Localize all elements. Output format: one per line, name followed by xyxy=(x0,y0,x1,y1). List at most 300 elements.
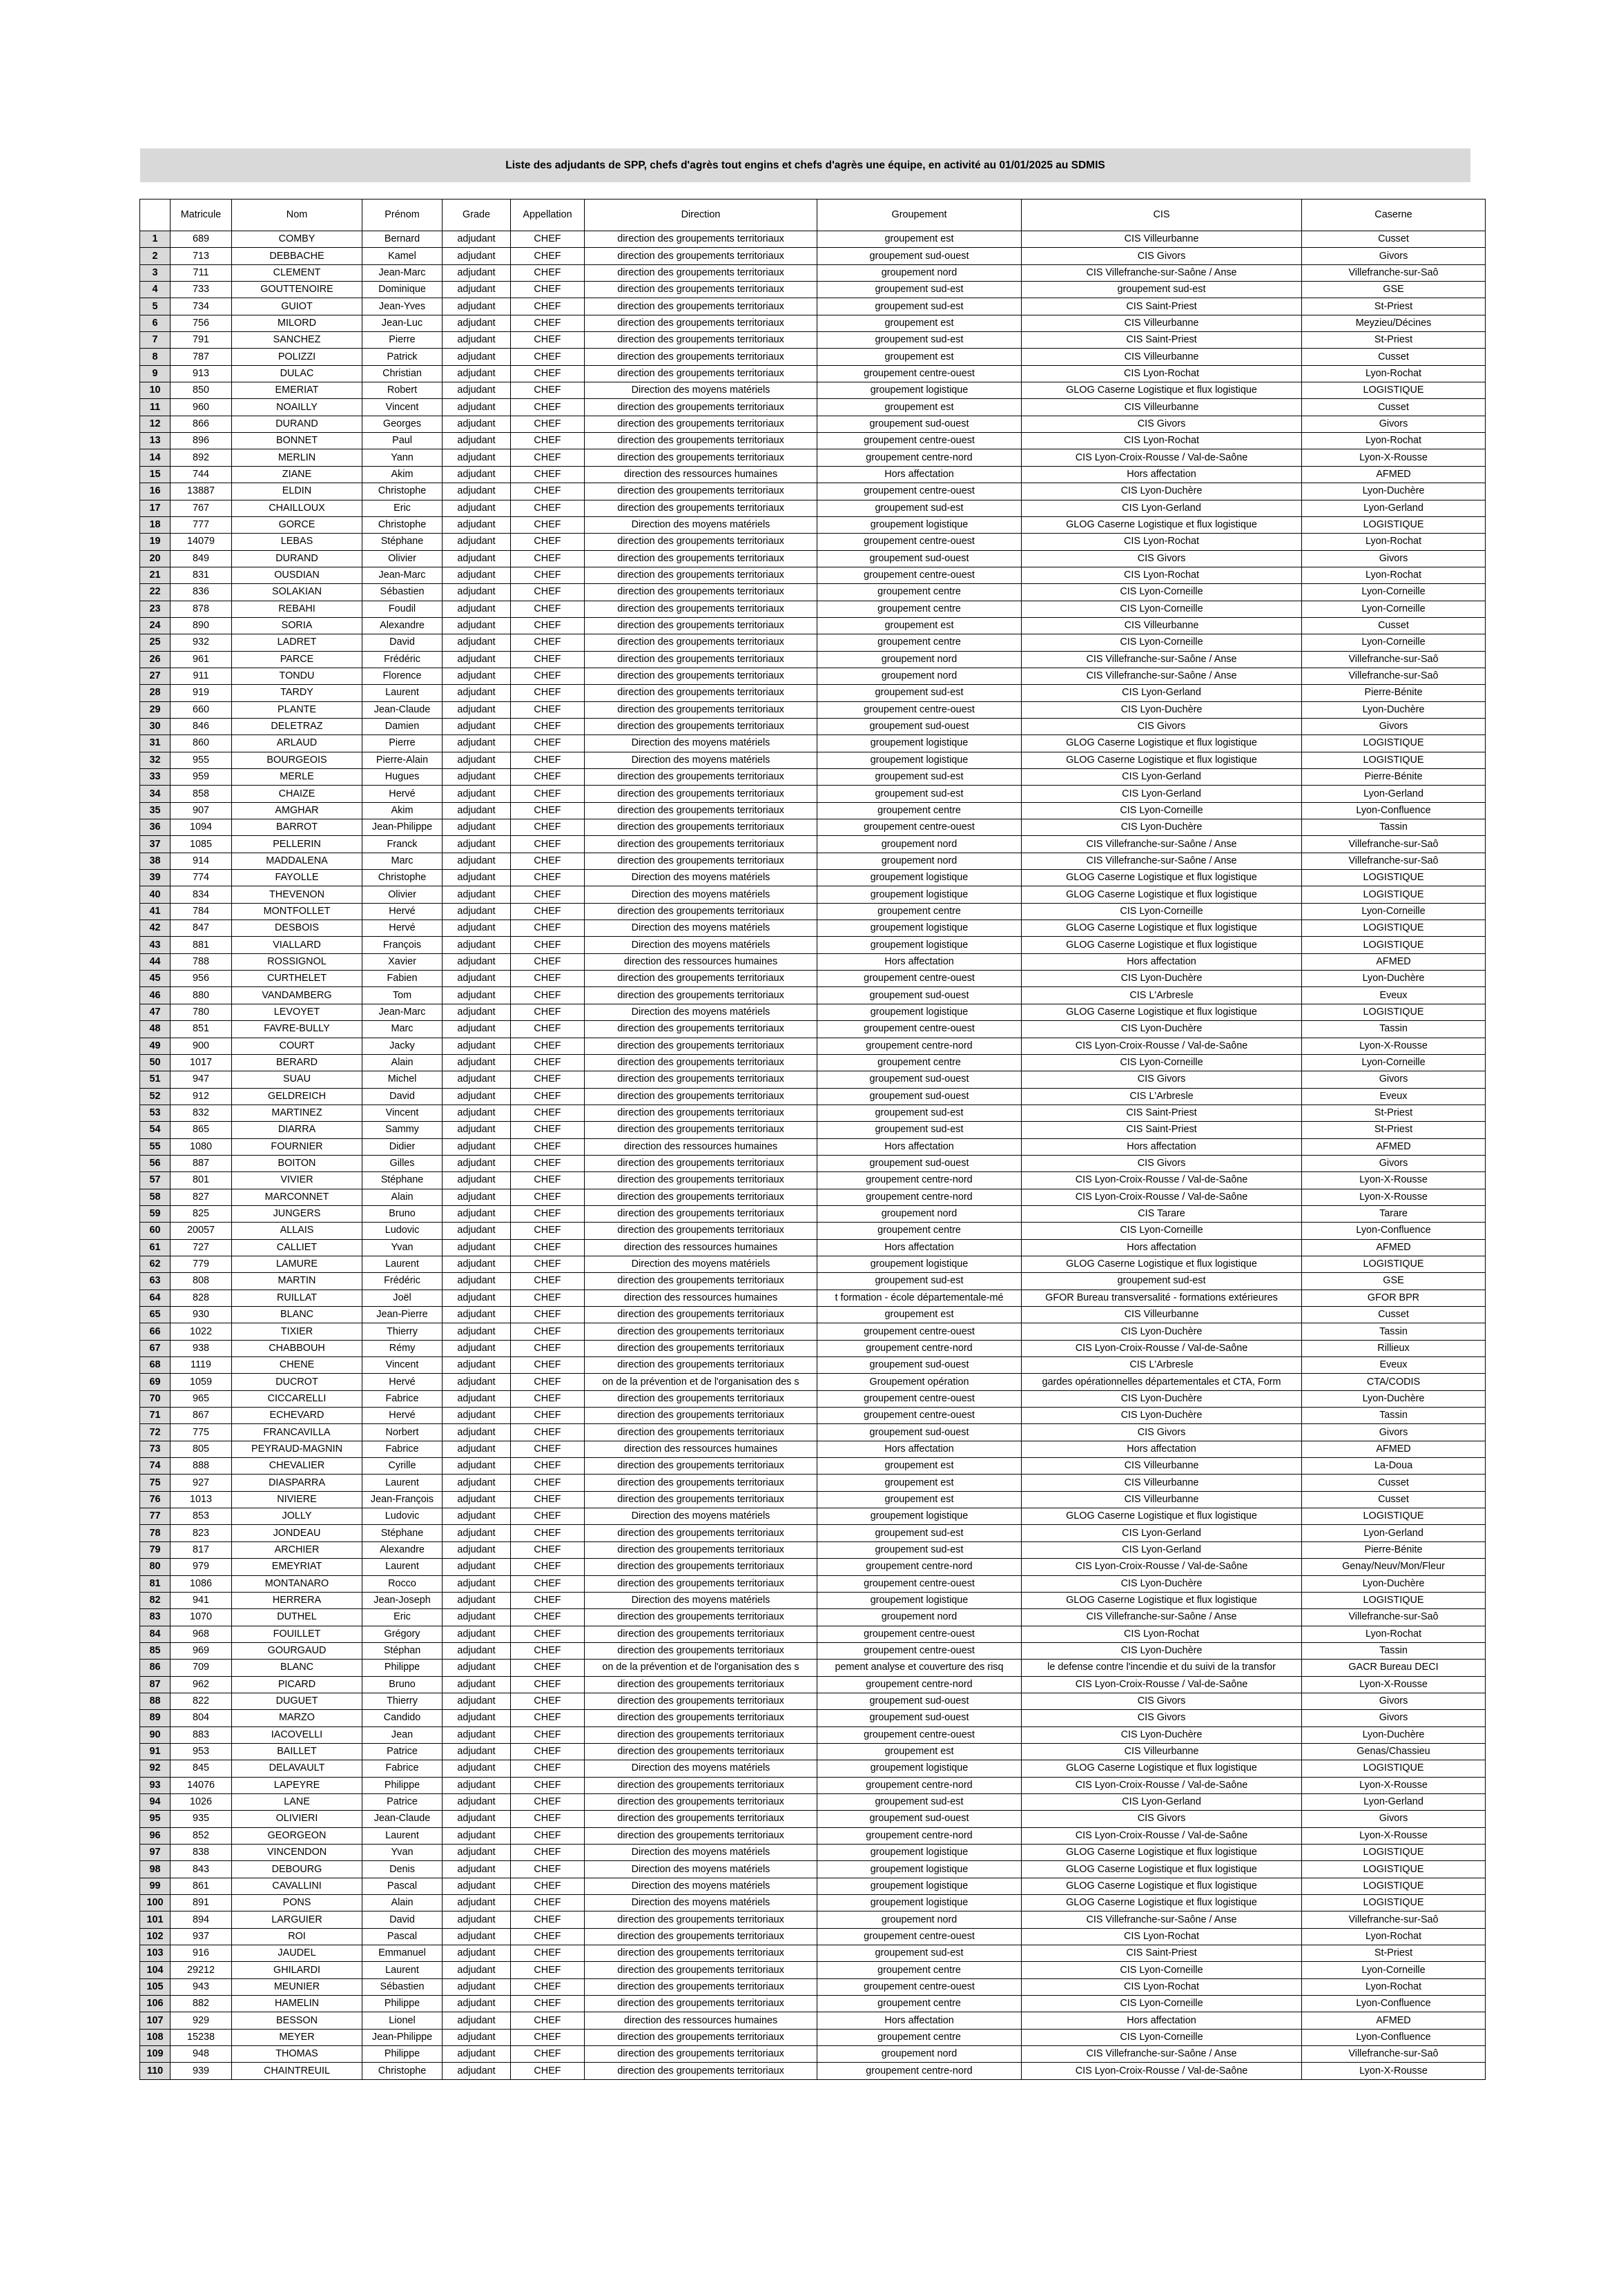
caserne-cell: Lyon-Duchère xyxy=(1302,971,1486,987)
direction-cell: direction des groupements territoriaux xyxy=(585,987,817,1004)
header-appellation: Appellation xyxy=(511,200,585,231)
nom-cell: JUNGERS xyxy=(232,1205,362,1222)
nom-cell: SANCHEZ xyxy=(232,332,362,349)
grade-cell: adjudant xyxy=(443,735,511,752)
nom-cell: JONDEAU xyxy=(232,1525,362,1541)
cis-cell: CIS Saint-Priest xyxy=(1022,298,1302,315)
row-index: 28 xyxy=(140,685,171,701)
direction-cell: Direction des moyens matériels xyxy=(585,1878,817,1894)
matricule-cell: 867 xyxy=(171,1408,232,1424)
cis-cell: CIS Givors xyxy=(1022,1155,1302,1171)
prenom-cell: Yann xyxy=(362,449,443,466)
cis-cell: CIS Lyon-Corneille xyxy=(1022,584,1302,601)
groupement-cell: groupement centre-nord xyxy=(817,1777,1022,1793)
cis-cell: CIS Lyon-Rochat xyxy=(1022,1626,1302,1642)
nom-cell: TARDY xyxy=(232,685,362,701)
table-row xyxy=(140,1777,1486,1793)
cis-cell: CIS Villefranche-sur-Saône / Anse xyxy=(1022,836,1302,853)
groupement-cell: groupement est xyxy=(817,399,1022,416)
caserne-cell: Pierre-Bénite xyxy=(1302,685,1486,701)
direction-cell: direction des groupements territoriaux xyxy=(585,802,817,819)
direction-cell: direction des groupements territoriaux xyxy=(585,1996,817,2012)
matricule-cell: 866 xyxy=(171,416,232,432)
direction-cell: direction des groupements territoriaux xyxy=(585,449,817,466)
nom-cell: DIASPARRA xyxy=(232,1475,362,1491)
groupement-cell: groupement nord xyxy=(817,1609,1022,1626)
prenom-cell: Jean-Claude xyxy=(362,1811,443,1827)
prenom-cell: Fabrice xyxy=(362,1441,443,1457)
groupement-cell: groupement centre-nord xyxy=(817,1340,1022,1356)
matricule-cell: 775 xyxy=(171,1424,232,1441)
groupement-cell: groupement centre xyxy=(817,2029,1022,2045)
nom-cell: MEUNIER xyxy=(232,1978,362,1995)
grade-cell: adjudant xyxy=(443,1945,511,1962)
grade-cell: adjudant xyxy=(443,349,511,365)
table-row xyxy=(140,399,1486,416)
table-row xyxy=(140,365,1486,382)
header-row xyxy=(140,200,1486,231)
prenom-cell: Jean-Claude xyxy=(362,701,443,718)
appellation-cell: CHEF xyxy=(511,1676,585,1693)
appellation-cell: CHEF xyxy=(511,1895,585,1911)
caserne-cell: Lyon-X-Rousse xyxy=(1302,1172,1486,1189)
groupement-cell: groupement logistique xyxy=(817,1508,1022,1525)
prenom-cell: Pierre xyxy=(362,332,443,349)
nom-cell: ARLAUD xyxy=(232,735,362,752)
matricule-cell: 689 xyxy=(171,231,232,248)
matricule-cell: 791 xyxy=(171,332,232,349)
appellation-cell: CHEF xyxy=(511,1323,585,1340)
table-row xyxy=(140,1323,1486,1340)
appellation-cell: CHEF xyxy=(511,382,585,399)
grade-cell: adjudant xyxy=(443,1307,511,1323)
grade-cell: adjudant xyxy=(443,1559,511,1575)
caserne-cell: Pierre-Bénite xyxy=(1302,1541,1486,1558)
caserne-cell: Lyon-Duchère xyxy=(1302,1726,1486,1743)
nom-cell: DURAND xyxy=(232,416,362,432)
grade-cell: adjudant xyxy=(443,1626,511,1642)
cis-cell: CIS Villefranche-sur-Saône / Anse xyxy=(1022,1911,1302,1928)
grade-cell: adjudant xyxy=(443,1777,511,1793)
appellation-cell: CHEF xyxy=(511,349,585,365)
prenom-cell: Pascal xyxy=(362,1878,443,1894)
caserne-cell: LOGISTIQUE xyxy=(1302,1760,1486,1777)
table-row xyxy=(140,1575,1486,1592)
cis-cell: CIS Villeurbanne xyxy=(1022,399,1302,416)
appellation-cell: CHEF xyxy=(511,1660,585,1676)
header-cis: CIS xyxy=(1022,200,1302,231)
direction-cell: direction des groupements territoriaux xyxy=(585,1475,817,1491)
table-row xyxy=(140,1155,1486,1171)
prenom-cell: Laurent xyxy=(362,1827,443,1844)
table-row xyxy=(140,601,1486,617)
table-row xyxy=(140,1256,1486,1272)
appellation-cell: CHEF xyxy=(511,1021,585,1038)
appellation-cell: CHEF xyxy=(511,668,585,684)
cis-cell: CIS Tarare xyxy=(1022,1205,1302,1222)
table-row xyxy=(140,1273,1486,1290)
groupement-cell: groupement centre-ouest xyxy=(817,701,1022,718)
prenom-cell: Pierre xyxy=(362,735,443,752)
appellation-cell: CHEF xyxy=(511,1441,585,1457)
row-index: 16 xyxy=(140,483,171,500)
appellation-cell: CHEF xyxy=(511,1626,585,1642)
cis-cell: GLOG Caserne Logistique et flux logistique xyxy=(1022,1895,1302,1911)
prenom-cell: Yvan xyxy=(362,1239,443,1256)
nom-cell: BAILLET xyxy=(232,1743,362,1760)
cis-cell: CIS Givors xyxy=(1022,1710,1302,1726)
table-row xyxy=(140,769,1486,786)
row-index: 58 xyxy=(140,1189,171,1205)
direction-cell: direction des groupements territoriaux xyxy=(585,365,817,382)
matricule-cell: 1059 xyxy=(171,1374,232,1390)
prenom-cell: Foudil xyxy=(362,601,443,617)
groupement-cell: groupement logistique xyxy=(817,1004,1022,1020)
prenom-cell: Jean-François xyxy=(362,1491,443,1508)
direction-cell: direction des groupements territoriaux xyxy=(585,1609,817,1626)
row-index: 71 xyxy=(140,1408,171,1424)
table-row xyxy=(140,953,1486,970)
appellation-cell: CHEF xyxy=(511,516,585,533)
row-index: 43 xyxy=(140,937,171,953)
row-index: 86 xyxy=(140,1660,171,1676)
prenom-cell: Jean-Pierre xyxy=(362,1307,443,1323)
table-row xyxy=(140,685,1486,701)
row-index: 36 xyxy=(140,819,171,836)
row-index: 11 xyxy=(140,399,171,416)
direction-cell: direction des groupements territoriaux xyxy=(585,399,817,416)
grade-cell: adjudant xyxy=(443,1525,511,1541)
row-index: 18 xyxy=(140,516,171,533)
caserne-cell: Genay/Neuv/Mon/Fleur xyxy=(1302,1559,1486,1575)
cis-cell: CIS Lyon-Croix-Rousse / Val-de-Saône xyxy=(1022,1172,1302,1189)
groupement-cell: groupement logistique xyxy=(817,1878,1022,1894)
grade-cell: adjudant xyxy=(443,1996,511,2012)
grade-cell: adjudant xyxy=(443,987,511,1004)
caserne-cell: Tassin xyxy=(1302,1642,1486,1659)
prenom-cell: Bruno xyxy=(362,1676,443,1693)
direction-cell: direction des groupements territoriaux xyxy=(585,1172,817,1189)
grade-cell: adjudant xyxy=(443,802,511,819)
groupement-cell: groupement logistique xyxy=(817,735,1022,752)
table-row xyxy=(140,1760,1486,1777)
grade-cell: adjudant xyxy=(443,886,511,903)
grade-cell: adjudant xyxy=(443,1743,511,1760)
caserne-cell: La-Doua xyxy=(1302,1458,1486,1475)
nom-cell: HERRERA xyxy=(232,1592,362,1608)
table-row xyxy=(140,903,1486,920)
matricule-cell: 1119 xyxy=(171,1357,232,1374)
caserne-cell: Givors xyxy=(1302,718,1486,734)
table-row xyxy=(140,500,1486,516)
groupement-cell: groupement sud-est xyxy=(817,298,1022,315)
table-row xyxy=(140,1475,1486,1491)
nom-cell: DELETRAZ xyxy=(232,718,362,734)
table-row xyxy=(140,1878,1486,1894)
matricule-cell: 1085 xyxy=(171,836,232,853)
appellation-cell: CHEF xyxy=(511,1559,585,1575)
direction-cell: direction des groupements territoriaux xyxy=(585,1038,817,1054)
cis-cell: GLOG Caserne Logistique et flux logistique xyxy=(1022,1004,1302,1020)
nom-cell: FRANCAVILLA xyxy=(232,1424,362,1441)
caserne-cell: Lyon-X-Rousse xyxy=(1302,1038,1486,1054)
groupement-cell: groupement centre-ouest xyxy=(817,365,1022,382)
matricule-cell: 713 xyxy=(171,248,232,264)
row-index: 109 xyxy=(140,2046,171,2063)
prenom-cell: Alain xyxy=(362,1054,443,1071)
table-row xyxy=(140,920,1486,937)
prenom-cell: Pierre-Alain xyxy=(362,752,443,768)
cis-cell: CIS Lyon-Corneille xyxy=(1022,1223,1302,1239)
table-row xyxy=(140,1408,1486,1424)
row-index: 57 xyxy=(140,1172,171,1189)
grade-cell: adjudant xyxy=(443,1845,511,1861)
page-title: Liste des adjudants de SPP, chefs d'agrès tout engins et chefs d'agrès une équipe, en activité au 01/01/2025 au SDMIS xyxy=(140,148,1470,182)
table-row xyxy=(140,1609,1486,1626)
appellation-cell: CHEF xyxy=(511,1878,585,1894)
caserne-cell: St-Priest xyxy=(1302,298,1486,315)
table-row xyxy=(140,1895,1486,1911)
groupement-cell: Hors affectation xyxy=(817,2012,1022,2029)
appellation-cell: CHEF xyxy=(511,1357,585,1374)
appellation-cell: CHEF xyxy=(511,1928,585,1945)
caserne-cell: Cusset xyxy=(1302,1491,1486,1508)
row-index: 2 xyxy=(140,248,171,264)
matricule-cell: 916 xyxy=(171,1945,232,1962)
groupement-cell: groupement centre-ouest xyxy=(817,567,1022,583)
grade-cell: adjudant xyxy=(443,1592,511,1608)
groupement-cell: groupement est xyxy=(817,1491,1022,1508)
direction-cell: direction des groupements territoriaux xyxy=(585,1491,817,1508)
nom-cell: DEBOURG xyxy=(232,1861,362,1878)
table-row xyxy=(140,298,1486,315)
matricule-cell: 1070 xyxy=(171,1609,232,1626)
direction-cell: direction des groupements territoriaux xyxy=(585,1088,817,1105)
direction-cell: Direction des moyens matériels xyxy=(585,1760,817,1777)
matricule-cell: 851 xyxy=(171,1021,232,1038)
row-index: 53 xyxy=(140,1105,171,1121)
nom-cell: BLANC xyxy=(232,1307,362,1323)
table-row xyxy=(140,567,1486,583)
table-row xyxy=(140,617,1486,634)
appellation-cell: CHEF xyxy=(511,937,585,953)
nom-cell: PLANTE xyxy=(232,701,362,718)
direction-cell: direction des groupements territoriaux xyxy=(585,1223,817,1239)
caserne-cell: Lyon-Duchère xyxy=(1302,1390,1486,1407)
cis-cell: CIS Lyon-Gerland xyxy=(1022,769,1302,786)
matricule-cell: 825 xyxy=(171,1205,232,1222)
direction-cell: direction des groupements territoriaux xyxy=(585,282,817,298)
groupement-cell: groupement centre xyxy=(817,634,1022,651)
prenom-cell: Didier xyxy=(362,1138,443,1155)
direction-cell: direction des groupements territoriaux xyxy=(585,1676,817,1693)
table-row xyxy=(140,1861,1486,1878)
appellation-cell: CHEF xyxy=(511,1424,585,1441)
groupement-cell: groupement sud-ouest xyxy=(817,1155,1022,1171)
cis-cell: groupement sud-est xyxy=(1022,1273,1302,1290)
prenom-cell: Joël xyxy=(362,1290,443,1306)
groupement-cell: groupement centre-ouest xyxy=(817,819,1022,836)
row-index: 37 xyxy=(140,836,171,853)
matricule-cell: 919 xyxy=(171,685,232,701)
direction-cell: direction des groupements territoriaux xyxy=(585,500,817,516)
prenom-cell: Gilles xyxy=(362,1155,443,1171)
direction-cell: direction des groupements territoriaux xyxy=(585,231,817,248)
cis-cell: Hors affectation xyxy=(1022,1441,1302,1457)
appellation-cell: CHEF xyxy=(511,853,585,869)
grade-cell: adjudant xyxy=(443,1609,511,1626)
grade-cell: adjudant xyxy=(443,1575,511,1592)
cis-cell: CIS Lyon-Duchère xyxy=(1022,483,1302,500)
cis-cell: Hors affectation xyxy=(1022,1138,1302,1155)
table-row xyxy=(140,1038,1486,1054)
table-row xyxy=(140,382,1486,399)
appellation-cell: CHEF xyxy=(511,282,585,298)
table-row xyxy=(140,1239,1486,1256)
table-row xyxy=(140,786,1486,802)
cis-cell: CIS Lyon-Corneille xyxy=(1022,1054,1302,1071)
direction-cell: direction des groupements territoriaux xyxy=(585,836,817,853)
row-index: 60 xyxy=(140,1223,171,1239)
matricule-cell: 890 xyxy=(171,617,232,634)
caserne-cell: Cusset xyxy=(1302,231,1486,248)
nom-cell: ZIANE xyxy=(232,466,362,483)
matricule-cell: 955 xyxy=(171,752,232,768)
prenom-cell: Jean-Joseph xyxy=(362,1592,443,1608)
caserne-cell: Villefranche-sur-Saô xyxy=(1302,2046,1486,2063)
matricule-cell: 838 xyxy=(171,1845,232,1861)
nom-cell: CICCARELLI xyxy=(232,1390,362,1407)
appellation-cell: CHEF xyxy=(511,1811,585,1827)
nom-cell: PEYRAUD-MAGNIN xyxy=(232,1441,362,1457)
direction-cell: direction des groupements territoriaux xyxy=(585,264,817,281)
row-index: 48 xyxy=(140,1021,171,1038)
matricule-cell: 941 xyxy=(171,1592,232,1608)
nom-cell: BESSON xyxy=(232,2012,362,2029)
table-row xyxy=(140,483,1486,500)
matricule-cell: 1013 xyxy=(171,1491,232,1508)
nom-cell: LEBAS xyxy=(232,534,362,550)
groupement-cell: groupement logistique xyxy=(817,1861,1022,1878)
cis-cell: GLOG Caserne Logistique et flux logistique xyxy=(1022,382,1302,399)
groupement-cell: groupement centre-ouest xyxy=(817,1021,1022,1038)
row-index: 99 xyxy=(140,1878,171,1894)
direction-cell: direction des groupements territoriaux xyxy=(585,1122,817,1138)
grade-cell: adjudant xyxy=(443,2063,511,2079)
appellation-cell: CHEF xyxy=(511,248,585,264)
caserne-cell: Lyon-Confluence xyxy=(1302,1223,1486,1239)
row-index: 55 xyxy=(140,1138,171,1155)
prenom-cell: Ludovic xyxy=(362,1508,443,1525)
nom-cell: MERLIN xyxy=(232,449,362,466)
groupement-cell: groupement sud-ouest xyxy=(817,550,1022,567)
table-row xyxy=(140,349,1486,365)
matricule-cell: 801 xyxy=(171,1172,232,1189)
nom-cell: GUIOT xyxy=(232,298,362,315)
row-index: 78 xyxy=(140,1525,171,1541)
groupement-cell: groupement sud-ouest xyxy=(817,718,1022,734)
row-index: 74 xyxy=(140,1458,171,1475)
prenom-cell: Rocco xyxy=(362,1575,443,1592)
matricule-cell: 1017 xyxy=(171,1054,232,1071)
table-row xyxy=(140,1340,1486,1356)
prenom-cell: Laurent xyxy=(362,685,443,701)
prenom-cell: Patrice xyxy=(362,1743,443,1760)
row-index: 15 xyxy=(140,466,171,483)
appellation-cell: CHEF xyxy=(511,1155,585,1171)
row-index: 110 xyxy=(140,2063,171,2079)
appellation-cell: CHEF xyxy=(511,1256,585,1272)
row-index: 47 xyxy=(140,1004,171,1020)
appellation-cell: CHEF xyxy=(511,2046,585,2063)
nom-cell: GOUTTENOIRE xyxy=(232,282,362,298)
groupement-cell: groupement sud-est xyxy=(817,332,1022,349)
matricule-cell: 744 xyxy=(171,466,232,483)
appellation-cell: CHEF xyxy=(511,1290,585,1306)
row-index: 7 xyxy=(140,332,171,349)
groupement-cell: groupement sud-est xyxy=(817,1541,1022,1558)
table-row xyxy=(140,1962,1486,1978)
cis-cell: CIS Givors xyxy=(1022,1424,1302,1441)
groupement-cell: groupement sud-ouest xyxy=(817,416,1022,432)
prenom-cell: Jean-Marc xyxy=(362,1004,443,1020)
matricule-cell: 882 xyxy=(171,1996,232,2012)
nom-cell: BARROT xyxy=(232,819,362,836)
prenom-cell: Ludovic xyxy=(362,1223,443,1239)
cis-cell: CIS Lyon-Duchère xyxy=(1022,1408,1302,1424)
appellation-cell: CHEF xyxy=(511,1710,585,1726)
direction-cell: direction des groupements territoriaux xyxy=(585,769,817,786)
prenom-cell: Stéphane xyxy=(362,1525,443,1541)
appellation-cell: CHEF xyxy=(511,449,585,466)
prenom-cell: Norbert xyxy=(362,1424,443,1441)
nom-cell: CHAINTREUIL xyxy=(232,2063,362,2079)
appellation-cell: CHEF xyxy=(511,903,585,920)
row-index: 30 xyxy=(140,718,171,734)
direction-cell: direction des groupements territoriaux xyxy=(585,1205,817,1222)
prenom-cell: Marc xyxy=(362,1021,443,1038)
matricule-cell: 756 xyxy=(171,315,232,331)
row-index: 83 xyxy=(140,1609,171,1626)
cis-cell: CIS Lyon-Gerland xyxy=(1022,500,1302,516)
prenom-cell: Lionel xyxy=(362,2012,443,2029)
caserne-cell: Givors xyxy=(1302,1811,1486,1827)
appellation-cell: CHEF xyxy=(511,1340,585,1356)
direction-cell: Direction des moyens matériels xyxy=(585,1845,817,1861)
cis-cell: CIS Lyon-Duchère xyxy=(1022,1390,1302,1407)
appellation-cell: CHEF xyxy=(511,1054,585,1071)
grade-cell: adjudant xyxy=(443,516,511,533)
appellation-cell: CHEF xyxy=(511,2029,585,2045)
groupement-cell: groupement sud-est xyxy=(817,1793,1022,1810)
nom-cell: SORIA xyxy=(232,617,362,634)
appellation-cell: CHEF xyxy=(511,1777,585,1793)
cis-cell: GLOG Caserne Logistique et flux logistique xyxy=(1022,1256,1302,1272)
groupement-cell: groupement centre-nord xyxy=(817,1676,1022,1693)
cis-cell: CIS Lyon-Croix-Rousse / Val-de-Saône xyxy=(1022,1340,1302,1356)
caserne-cell: LOGISTIQUE xyxy=(1302,1592,1486,1608)
appellation-cell: CHEF xyxy=(511,769,585,786)
cis-cell: CIS Lyon-Gerland xyxy=(1022,1525,1302,1541)
nom-cell: VANDAMBERG xyxy=(232,987,362,1004)
cis-cell: CIS Lyon-Corneille xyxy=(1022,903,1302,920)
cis-cell: GLOG Caserne Logistique et flux logistique xyxy=(1022,516,1302,533)
groupement-cell: groupement centre-nord xyxy=(817,1189,1022,1205)
caserne-cell: Eveux xyxy=(1302,1357,1486,1374)
caserne-cell: Cusset xyxy=(1302,617,1486,634)
prenom-cell: Marc xyxy=(362,853,443,869)
caserne-cell: Villefranche-sur-Saô xyxy=(1302,1911,1486,1928)
